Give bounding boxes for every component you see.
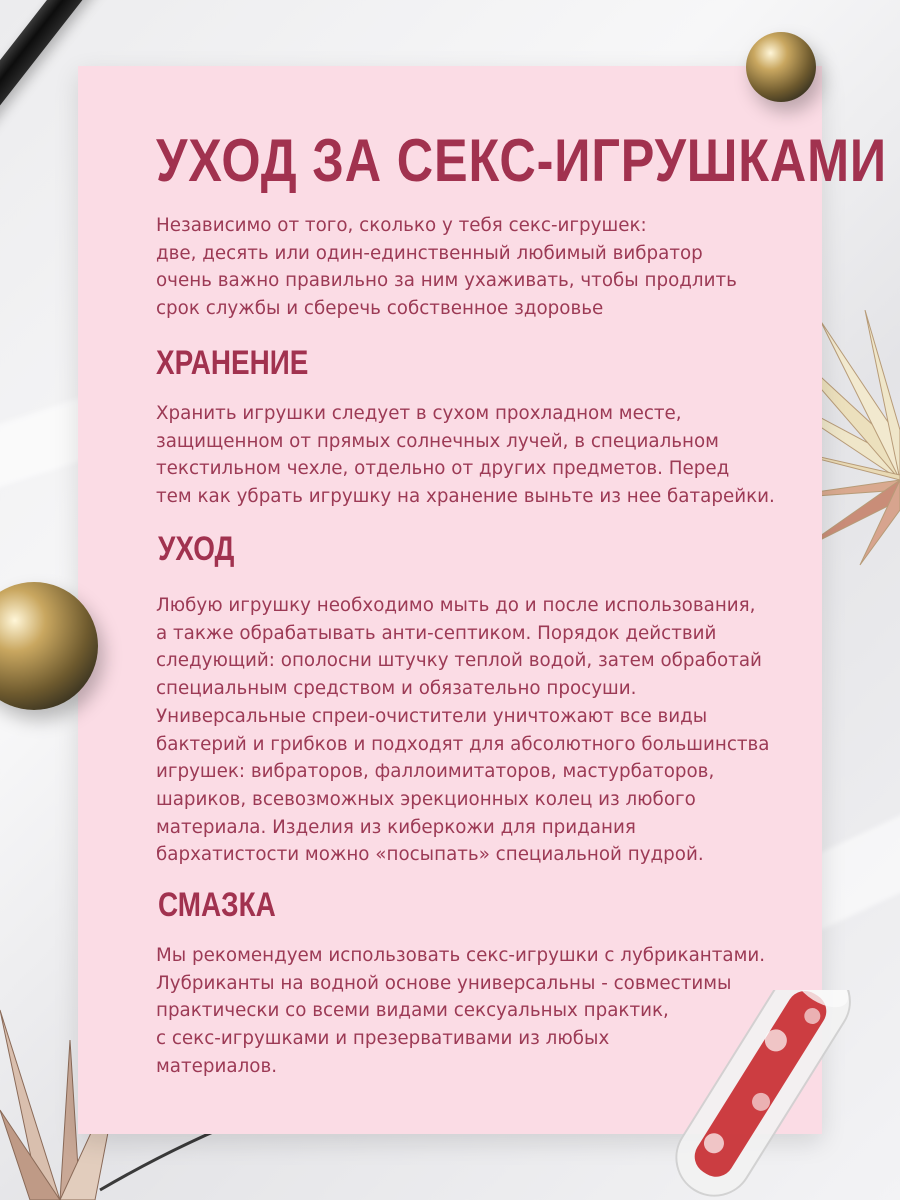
page-title: УХОД ЗА СЕКС-ИГРУШКАМИ <box>156 127 887 194</box>
intro-paragraph <box>156 212 796 323</box>
intro-line: очень важно правильно за ним ухаживать, чтобы продлить <box>156 270 737 292</box>
care-line: Любую игрушку необходимо мыть до и после использования, <box>156 595 756 616</box>
storage-line: Хранить игрушки следует в сухом прохладном месте, <box>156 403 682 424</box>
care-line: Универсальные спреи-очистители уничтожают все виды <box>156 705 708 727</box>
storage-paragraph <box>156 400 796 511</box>
section-heading-care: УХОД <box>158 530 235 568</box>
info-card <box>78 66 887 1134</box>
care-line: шариков, всевозможных эрекционных колец из любого <box>156 788 696 810</box>
glass-toy-decoration <box>600 990 900 1200</box>
care-line: следующий: ополосни штучку теплой водой, затем обработай <box>156 650 762 672</box>
lubricant-line: Лубриканты на водной основе универсальны - совместимы <box>156 972 732 994</box>
care-line: бархатистости можно «посыпать» специальной пудрой. <box>156 844 704 866</box>
care-line: специальным средством и обязательно просуши. <box>156 678 637 700</box>
intro-line: две, десять или один-единственный любимый вибратор <box>156 242 703 264</box>
care-line: игрушек: вибраторов, фаллоимитаторов, мастурбаторов, <box>156 761 715 783</box>
care-paragraph <box>156 592 796 869</box>
care-line: бактерий и грибков и подходят для абсолютного большинства <box>156 733 770 755</box>
section-heading-lubricant: СМАЗКА <box>158 886 276 924</box>
lubricant-line: Мы рекомендуем использовать секс-игрушки с лубрикантами. <box>156 945 766 966</box>
storage-line: тем как убрать игрушку на хранение выньте из нее батарейки. <box>156 486 775 508</box>
storage-line: защищенном от прямых солнечных лучей, в специальном <box>156 430 719 452</box>
lubricant-line: практически со всеми видами сексуальных практик, <box>156 1000 669 1022</box>
care-line: материала. Изделия из киберкожи для придания <box>156 816 636 838</box>
lubricant-line: материалов. <box>156 1055 278 1077</box>
lubricant-line: с секс-игрушками и презервативами из любых <box>156 1028 610 1050</box>
intro-line: срок службы и сберечь собственное здоровье <box>156 298 604 320</box>
section-heading-storage: ХРАНЕНИЕ <box>156 344 309 382</box>
gold-ball-decoration <box>746 32 816 102</box>
care-line: а также обрабатывать анти-септиком. Порядок действий <box>156 622 717 644</box>
storage-line: текстильном чехле, отдельно от других предметов. Перед <box>156 458 730 480</box>
intro-line: Независимо от того, сколько у тебя секс-игрушек: <box>156 215 647 236</box>
